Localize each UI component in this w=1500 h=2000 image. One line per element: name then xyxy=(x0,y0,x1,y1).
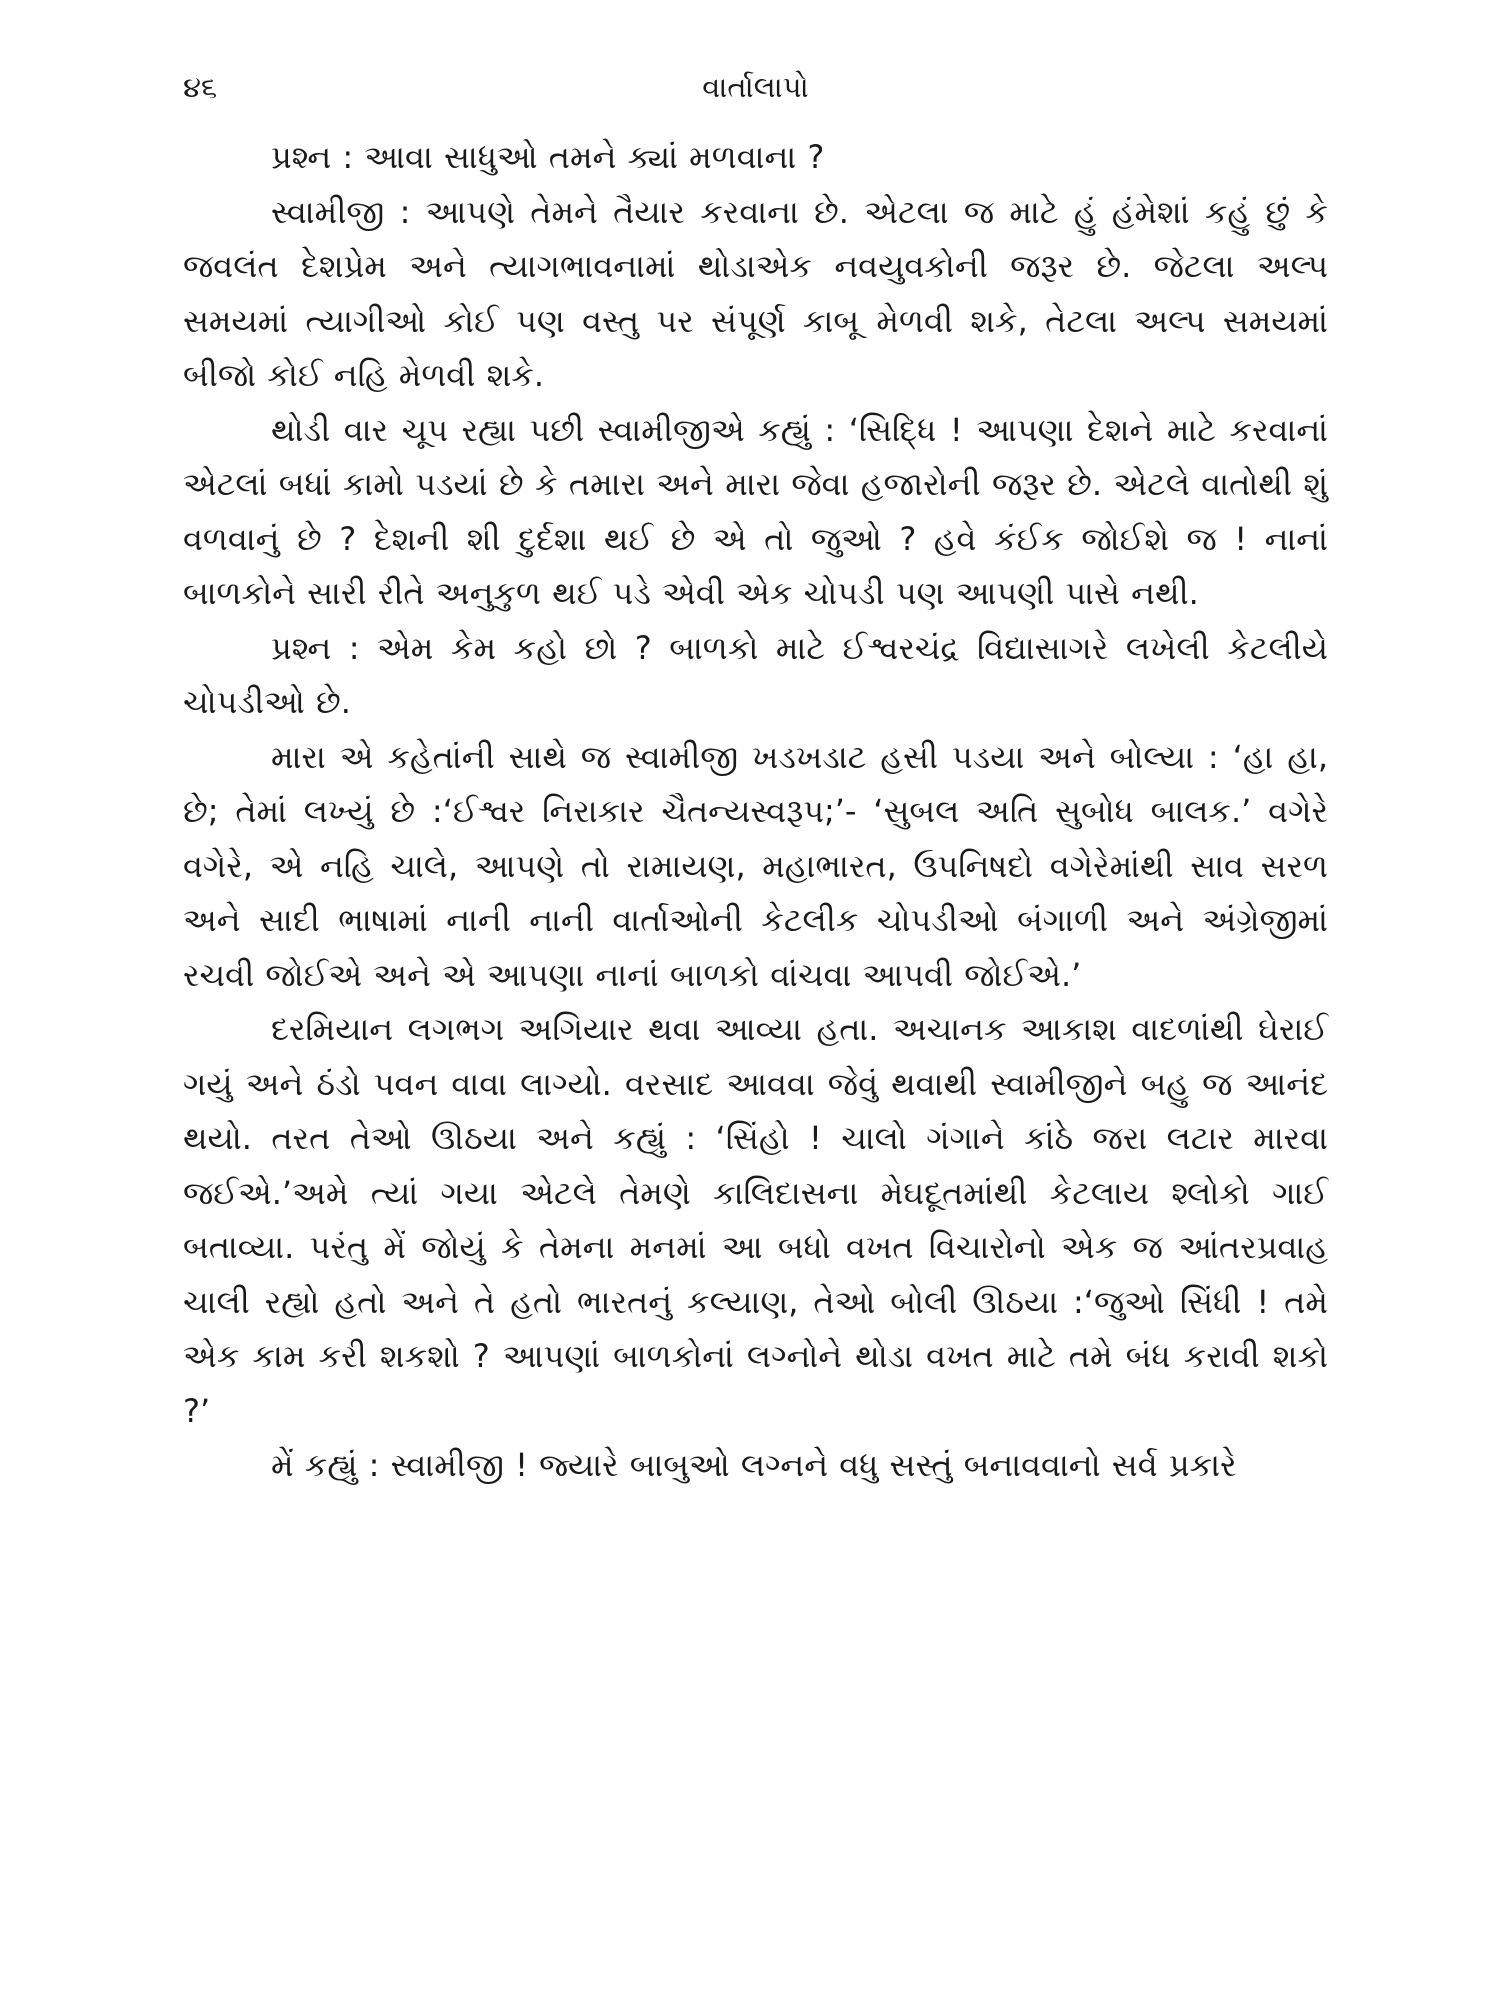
paragraph-ganga-walk: દરમિયાન લગભગ અગિયાર થવા આવ્યા હતા. અચાનક આકાશ વાદળાંથી ઘેરાઈ ગયું અને ઠંડો પવન વાવા લાગ્યો. વરસાદ આવવા જેવું થવાથી સ્વામીજીને બહુ જ આનંદ થયો. તરત તેઓ ઊઠયા અને કહ્યું : ‘સિંહો ! ચાલો ગંગાને કાંઠે જરા લટાર મારવા જઈએ.’અમે ત્યાં ગયા એટલે તેમણે કાલિદાસના મેઘદૂતમાંથી કેટલાય શ્લોકો ગાઈ બતાવ્યા. પરંતુ મેં જોયું કે તેમના મનમાં આ બધો વખત વિચારોનો એક જ આંતરપ્રવાહ ચાલી રહ્યો હતો અને તે હતો ભારતનું કલ્યાણ, તેઓ બોલી ઊઠયા :‘જુઓ સિંધી ! તમે એક કામ કરી શકશો ? આપણાં બાળકોનાં લગ્નોને થોડા વખત માટે તમે બંધ કરાવી શકો ?’ xyxy=(183,1010,1328,1430)
paragraph-question-vidyasagar: પ્રશ્ન : એમ કેમ કહો છો ? બાળકો માટે ઈશ્વરચંદ્ર વિદ્યાસાગરે લખેલી કેટલીયે ચોપડીઓ છે. xyxy=(183,628,1328,721)
paragraph-swamiji-laughs: મારા એ કહેતાંની સાથે જ સ્વામીજી ખડખડાટ હસી પડયા અને બોલ્યા : ‘હા હા, છે; તેમાં લખ્યું છે :‘ઈશ્વર નિરાકાર ચૈતન્યસ્વરૂપ;’- ‘સુબલ અતિ સુબોધ બાલક.’ વગેરે વગેરે, એ નહિ ચાલે, આપણે તો રામાયણ, મહાભારત, ઉપનિષદો વગેરેમાંથી સાવ સરળ અને સાદી ભાષામાં નાની નાની વાર્તાઓની કેટલીક ચોપડીઓ બંગાળી અને અંગ્રેજીમાં રચવી જોઈએ અને એ આપણા નાનાં બાળકો વાંચવા આપવી જોઈએ.’ xyxy=(183,737,1328,994)
running-header xyxy=(183,70,1328,126)
page-number: ૪૬ xyxy=(183,70,218,104)
paragraph-swamiji-reply: સ્વામીજી : આપણે તેમને તૈયાર કરવાના છે. એટલા જ માટે હું હંમેશાં કહું છું કે જવલંત દેશપ્રેમ અને ત્યાગભાવનામાં થોડાએક નવયુવકોની જરૂર છે. જેટલા અલ્પ સમયમાં ત્યાગીઓ કોઈ પણ વસ્તુ પર સંપૂર્ણ કાબૂ મેળવી શકે, તેટલા અલ્પ સમયમાં બીજો કોઈ નહિ મેળવી શકે. xyxy=(183,192,1328,394)
body-text xyxy=(183,130,1328,1493)
book-page xyxy=(183,70,1328,1970)
paragraph-swamiji-children-books: થોડી વાર ચૂપ રહ્યા પછી સ્વામીજીએ કહ્યું : ‘સિદ્ધિ ! આપણા દેશને માટે કરવાનાં એટલાં બધાં કામો પડયાં છે કે તમારા અને મારા જેવા હજારોની જરૂર છે. એટલે વાતોથી શું વળવાનું છે ? દેશની શી દુર્દશા થઈ છે એ તો જુઓ ? હવે કંઈક જોઈશે જ ! નાનાં બાળકોને સારી રીતે અનુકુળ થઈ પડે એવી એક ચોપડી પણ આપણી પાસે નથી. xyxy=(183,410,1328,612)
book-title: વાર્તાલાપો xyxy=(702,70,809,104)
paragraph-question-sadhus: પ્રશ્ન : આવા સાધુઓ તમને ક્યાં મળવાના ? xyxy=(271,138,825,176)
paragraph-reply-babus: મેં કહ્યું : સ્વામીજી ! જ્યારે બાબુઓ લગ્નને વધુ સસ્તું બનાવવાનો સર્વ પ્રકારે xyxy=(271,1446,1237,1484)
